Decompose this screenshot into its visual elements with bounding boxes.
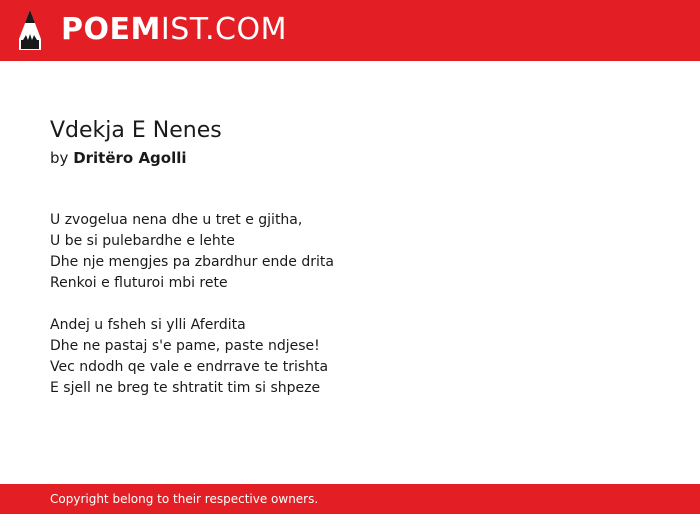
poem-line: Dhe nje mengjes pa zbardhur ende drita [50, 254, 334, 270]
poem-line: U zvogelua nena dhe u tret e gjitha, [50, 212, 303, 228]
by-label: by [50, 149, 69, 167]
poem-byline [50, 146, 650, 170]
logo-text-bold: POEM [61, 12, 161, 47]
poem-line: Dhe ne pastaj s'e pame, paste ndjese! [50, 338, 320, 354]
poem-stanza [50, 315, 650, 399]
poem-author: Dritëro Agolli [73, 149, 187, 167]
site-footer [0, 484, 700, 514]
poem-line: E sjell ne breg te shtratit tim si shpeze [50, 380, 321, 396]
pencil-nib-icon[interactable] [17, 9, 43, 51]
poem-content [50, 116, 650, 399]
poem-title: Vdekja E Nenes [50, 118, 222, 143]
poem-line: U be si pulebardhe e lehte [50, 233, 235, 249]
copyright-text: Copyright belong to their respective owners. [50, 492, 319, 506]
site-logo[interactable] [61, 10, 287, 50]
site-header [0, 0, 700, 61]
poem-line: Renkoi e fluturoi mbi rete [50, 275, 228, 291]
poem-line: Vec ndodh qe vale e endrrave te trishta [50, 359, 329, 375]
poem-stanza [50, 210, 650, 294]
logo-text-light: IST.COM [160, 12, 287, 47]
poem-line: Andej u fsheh si ylli Aferdita [50, 317, 246, 333]
